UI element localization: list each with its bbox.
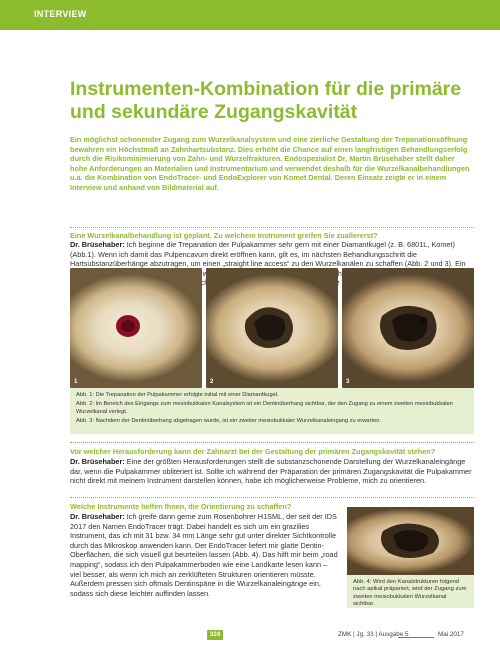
figure-4-photo	[347, 507, 474, 575]
lead-paragraph: Ein möglichst schonender Zugang zum Wurzelkanalsystem und eine zierliche Gestaltung der Trepanationsöffnung bewahren ein Höchstmaß an Zahnhartsubstanz. Dies erhöht die Chance auf einen langfristigen Behandlungserfolg durch die Risikominimierung von Zahn- und Wurzelfrakturen. Endospezialist Dr. Martin Brüsehaber stellt daher hohe Anforderungen an Materialien und Instrumentarium und verwendet deshalb für die Wurzelkanalbehandlungen u.a. die Kombination von EndoTracer- und EndoExplorer von Komet Dental. Deren Einsatz zeigte er in einem Interview und anhand von Bildmaterial auf.	[70, 135, 470, 192]
caption-1: Abb. 1: Die Trepanation der Pulpakammer erfolgte initial mit einer Diamantkugel.	[76, 392, 279, 398]
answer-2	[70, 457, 474, 486]
figure-3-number: 3	[346, 379, 350, 385]
answer-2-speaker: Dr. Brüsehaber:	[70, 457, 125, 466]
caption-3: Abb. 3: Nachdem der Dentinüberhang abgetragen wurde, ist ein zweiter mesiobukkaler Wurzelkanaleingang zu erwarten.	[76, 418, 381, 425]
divider	[70, 497, 474, 498]
page-number: 324	[207, 630, 223, 640]
answer-3	[70, 512, 338, 598]
caption-2: Abb. 2: Im Bereich des Eingangs zum mesiobukkalen Kanalsystem ist ein Dentinüberhang sichtbar, der den Zugang zu einem zweiten mesiobukkalen Wurzelkanal verlegt.	[76, 401, 453, 415]
question-1: Eine Wurzelkanalbehandlung ist geplant. Zu welchem Instrument greifen Sie zuallererst?	[70, 231, 378, 240]
page-footer	[0, 630, 500, 642]
answer-2-text: Eine der größten Herausforderungen stellt die substanzschonende Darstellung der Wurzelkanaleingänge dar, wenn die Pulpakammer obliteriert ist. Sollte ich während der Präparation der primären Zugangskavität die Pulpakammer nicht direkt mit meinem Instrument darstellen können, habe ich möglicherweise Probleme, mich zu orientieren.	[70, 457, 472, 486]
section-label: INTERVIEW	[34, 9, 87, 19]
tooth-cavity-illustration	[342, 268, 474, 388]
article-title	[70, 78, 470, 124]
question-2: Vor welcher Herausforderung kann der Zahnarzt bei der Gestaltung der primären Zugangskavität stehen?	[70, 447, 436, 456]
issue-date: Mai 2017	[438, 631, 464, 638]
figure-row	[70, 268, 474, 388]
tooth-cavity-illustration	[70, 268, 202, 388]
tooth-cavity-illustration	[347, 507, 474, 575]
article-title-line2: und sekundäre Zugangskavität	[70, 101, 358, 123]
figure-2-photo	[206, 268, 338, 388]
tooth-cavity-illustration	[206, 268, 338, 388]
figure-1-number: 1	[74, 379, 78, 385]
figure-3-photo	[342, 268, 474, 388]
figure-caption-box	[70, 388, 474, 434]
divider	[70, 227, 474, 228]
answer-3-speaker: Dr. Brüsehaber:	[70, 512, 125, 521]
article-title-line1: Instrumenten-Kombination für die primäre	[70, 78, 462, 100]
journal-issue: ZMK | Jg. 33 | Ausgabe 5	[338, 631, 409, 638]
question-3: Welche Instrumente helfen Ihnen, die Orientierung zu schaffen?	[70, 502, 292, 511]
footer-rule	[398, 637, 434, 638]
divider	[70, 442, 474, 443]
figure-4-caption: Abb. 4: Wird den Kanalstrukturen folgend nach apikal präpariert, wird der Zugang zum zweiten mesiobukkalen Wurzelkanal sichtbar.	[347, 575, 474, 608]
answer-1-speaker: Dr. Brüsehaber:	[70, 240, 125, 249]
figure-2-number: 2	[210, 379, 214, 385]
figure-1-photo	[70, 268, 202, 388]
answer-3-text: Ich greife dann gerne zum Rosenbohrer H1SML, der seit der IDS 2017 den Namen EndoTracer trägt. Dabei handelt es sich um ein grazilies Instrument, das ich mit 31 bzw. 34 mm Länge sehr gut unter direkter Sichtkontrolle durch das Mikroskop anwenden kann. Der EndoTracer liefert mir glatte Dentin-Oberflächen, die sich visuell gut beurteilen lassen (Abb. 4). Das hilft mir beim „road mapping“, sodass ich den Pulpakammerboden wie eine Landkarte lesen kann – viel besser, als wenn ich mich an zerklüfteten Strukturen orientieren müsste. Außerdem pressen sich oftmals Dentinspäne in die Wurzelkanaleingänge ein, sodass sich diese leichter auffinden lassen.	[70, 512, 338, 598]
answer-1-text: Ich beginne die Trepanation der Pulpakammer sehr gern mit einer Diamantkugel (z. B. 6801L, Komet) (Abb.1). Wenn ich damit das Pulpencavum direkt eröffnen kann, gilt es, im nächsten Behandlungsschritt die Hartsubstanzüberhänge abzutragen, um einen „straight line access“ zu den Wurzelkanälen zu schaffen (Abb. 2 und 3). Ein	[70, 240, 466, 269]
section-header-bar	[0, 0, 500, 30]
